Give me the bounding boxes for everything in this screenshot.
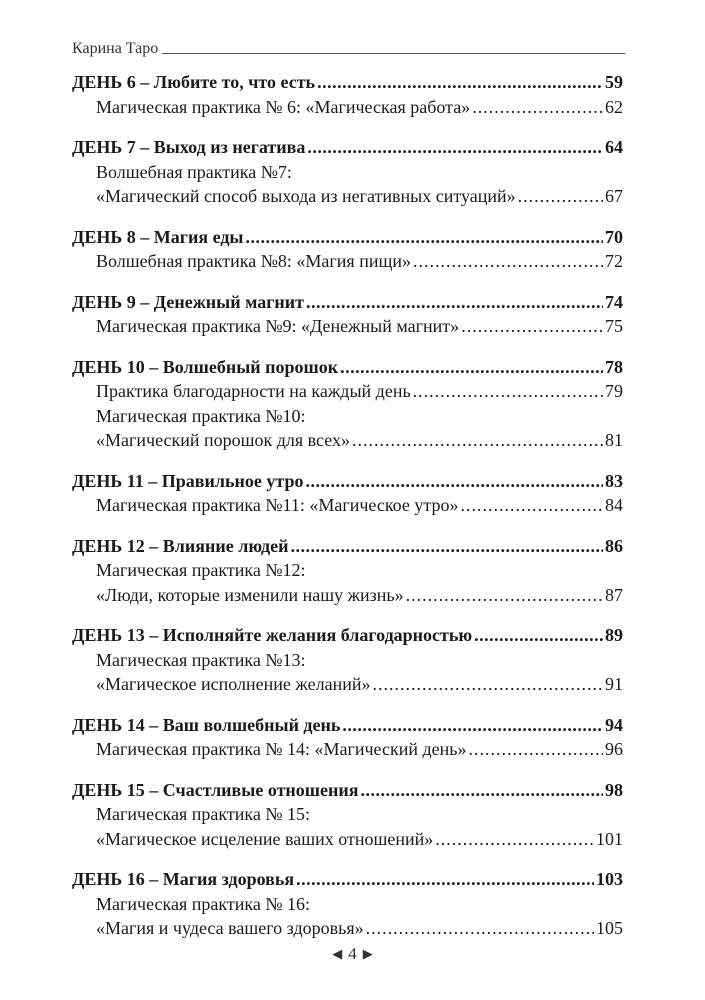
toc-subentry-title: Магическая практика № 14: «Магический день» [96, 739, 467, 759]
toc-subentry-title: «Магический порошок для всех» [96, 430, 351, 450]
toc-entry[interactable] [72, 225, 623, 250]
toc-entry[interactable] [72, 534, 623, 559]
toc-chapter [72, 355, 623, 453]
toc-subentry-title: «Магический способ выхода из негативных ситуаций» [96, 186, 516, 206]
next-page-icon[interactable]: ▶ [362, 946, 373, 961]
toc-subentry-title: «Люди, которые изменили нашу жизнь» [96, 584, 404, 605]
toc-subentry-title: Магическая практика №12: [96, 560, 306, 580]
toc-chapter [72, 290, 623, 339]
toc-subentry[interactable] [72, 493, 623, 518]
toc-subentry-page: 84 [605, 495, 623, 515]
toc-entry-title: ДЕНЬ 6 – Любите то, что есть [72, 72, 316, 92]
toc-entry-page: 70 [605, 226, 623, 247]
toc-chapter [72, 70, 623, 119]
toc-subentry[interactable] [72, 827, 623, 852]
toc-entry-page: 83 [605, 470, 623, 491]
page-footer [0, 944, 705, 964]
page-number: 4 [348, 944, 357, 963]
toc-entry[interactable] [72, 778, 623, 803]
header-rule [162, 53, 625, 54]
toc-subentry[interactable] [72, 737, 623, 762]
toc-subentry-page: 87 [605, 584, 623, 605]
toc-subentry-title: Волшебная практика №8: «Магия пищи» [96, 251, 411, 271]
toc-entry-title: ДЕНЬ 14 – Ваш волшебный день [72, 714, 341, 735]
toc-chapter [72, 534, 623, 608]
toc-entry-page: 59 [605, 72, 623, 92]
toc-subentry-page: 101 [596, 828, 623, 849]
toc-subentry[interactable] [72, 428, 623, 453]
toc-chapter [72, 623, 623, 697]
toc-subentry-title: Магическая практика №13: [96, 649, 306, 670]
toc-entry-page: 94 [605, 714, 623, 735]
toc-subentry-heading [72, 648, 623, 673]
toc-entry-title: ДЕНЬ 7 – Выход из негатива [72, 137, 306, 157]
toc-subentry-title: Магическая практика № 6: «Магическая работа» [96, 96, 471, 117]
toc-entry-title: ДЕНЬ 16 – Магия здоровья [72, 869, 295, 889]
toc-entry-page: 64 [605, 137, 623, 157]
toc-subentry[interactable] [72, 916, 623, 941]
toc-subentry-page: 79 [605, 381, 623, 401]
toc-subentry[interactable] [72, 184, 623, 209]
toc-entry[interactable] [72, 867, 623, 892]
prev-page-icon[interactable]: ◀ [332, 946, 343, 961]
toc-subentry[interactable] [72, 379, 623, 404]
toc-subentry-page: 81 [605, 430, 623, 450]
toc-subentry[interactable] [72, 314, 623, 339]
toc-subentry-title: Практика благодарности на каждый день [96, 381, 411, 401]
toc-entry-page: 103 [596, 869, 623, 889]
toc-entry-page: 89 [605, 625, 623, 645]
toc-subentry-page: 75 [605, 316, 623, 336]
toc-subentry-title: «Магическое исполнение желаний» [96, 674, 371, 694]
toc-entry-page: 98 [605, 779, 623, 800]
toc-entry-page: 74 [605, 291, 623, 312]
toc-entry-title: ДЕНЬ 12 – Влияние людей [72, 535, 289, 556]
running-header [72, 40, 625, 58]
toc-entry-page: 78 [605, 356, 623, 377]
toc-entry-title: ДЕНЬ 11 – Правильное утро [72, 470, 304, 491]
toc-subentry-heading [72, 892, 623, 917]
toc-subentry-heading [72, 404, 623, 429]
toc-subentry-title: «Магическое исцеление ваших отношений» [96, 828, 434, 849]
toc-entry[interactable] [72, 135, 623, 160]
table-of-contents [72, 70, 623, 957]
toc-subentry-title: Магическая практика №11: «Магическое утро» [96, 495, 459, 515]
toc-entry-title: ДЕНЬ 15 – Счастливые отношения [72, 779, 359, 800]
toc-subentry-page: 67 [605, 186, 623, 206]
toc-subentry-title: Магическая практика №10: [96, 405, 306, 426]
toc-subentry[interactable] [72, 672, 623, 697]
toc-entry[interactable] [72, 713, 623, 738]
toc-subentry-page: 91 [605, 674, 623, 694]
toc-chapter [72, 778, 623, 852]
toc-subentry-heading [72, 160, 623, 185]
toc-subentry-page: 62 [605, 96, 623, 117]
toc-entry-title: ДЕНЬ 9 – Денежный магнит [72, 291, 304, 312]
header-author: Карина Таро [72, 40, 159, 57]
toc-chapter [72, 135, 623, 209]
toc-entry-title: ДЕНЬ 10 – Волшебный порошок [72, 356, 339, 377]
toc-entry-title: ДЕНЬ 8 – Магия еды [72, 226, 244, 247]
toc-subentry-title: Магическая практика №9: «Денежный магнит» [96, 316, 460, 336]
toc-subentry-title: Магическая практика № 16: [96, 893, 310, 914]
toc-subentry[interactable] [72, 249, 623, 274]
toc-entry[interactable] [72, 70, 623, 95]
toc-subentry-page: 96 [605, 739, 623, 759]
toc-entry[interactable] [72, 623, 623, 648]
toc-entry-page: 86 [605, 535, 623, 556]
toc-chapter [72, 867, 623, 941]
toc-subentry-heading [72, 558, 623, 583]
toc-chapter [72, 469, 623, 518]
toc-entry-title: ДЕНЬ 13 – Исполняйте желания благодарностью [72, 625, 473, 645]
toc-chapter [72, 225, 623, 274]
toc-entry[interactable] [72, 290, 623, 315]
toc-subentry-heading [72, 802, 623, 827]
toc-subentry-page: 72 [605, 251, 623, 271]
toc-subentry-title: Волшебная практика №7: [96, 161, 292, 182]
toc-subentry[interactable] [72, 95, 623, 120]
toc-chapter [72, 713, 623, 762]
toc-subentry-page: 105 [596, 918, 623, 938]
toc-subentry[interactable] [72, 583, 623, 608]
toc-entry[interactable] [72, 469, 623, 494]
toc-entry[interactable] [72, 355, 623, 380]
toc-subentry-title: «Магия и чудеса вашего здоровья» [96, 918, 364, 938]
toc-subentry-title: Магическая практика № 15: [96, 804, 310, 824]
